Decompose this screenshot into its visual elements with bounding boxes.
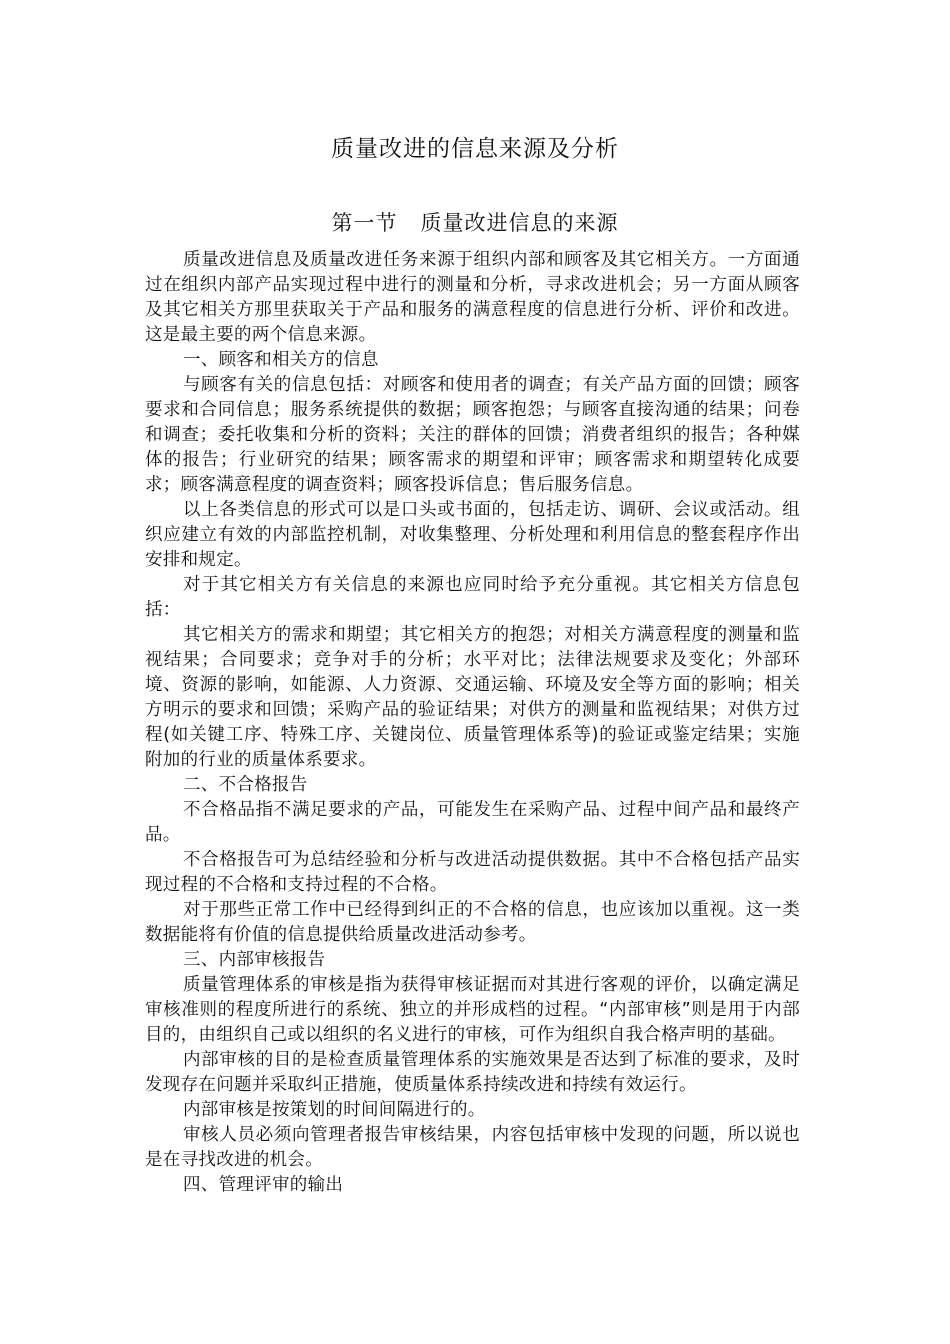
heading-management-review: 四、管理评审的输出 (183, 1175, 344, 1195)
paragraph-customer-info: 与顾客有关的信息包括：对顾客和使用者的调查；有关产品方面的回馈；顾客要求和合同信息；服务系统提供的数据；顾客抱怨；与顾客直接沟通的结果；问卷和调查；委托收集和分析的资料；关注的群体的回馈；消费者组织的报告；各种媒体的报告；行业研究的结果；顾客需求的期望和评审；顾客需求和期望转化成要求；顾客满意程度的调查资料；顾客投诉信息；售后服务信息。 (145, 375, 800, 495)
heading-customer-info: 一、顾客和相关方的信息 (183, 350, 379, 370)
document-body (145, 248, 800, 1198)
paragraph-other-parties-list: 其它相关方的需求和期望；其它相关方的抱怨；对相关方满意程度的测量和监视结果；合同要求；竞争对手的分析；水平对比；法律法规要求及变化；外部环境、资源的影响，如能源、人力资源、交通运输、环境及安全等方面的影响；相关方明示的要求和回馈；采购产品的验证结果；对供方的测量和监视结果；对供方过程(如关键工序、特殊工序、关键岗位、质量管理体系等)的验证或鉴定结果；实施附加的行业的质量体系要求。 (145, 625, 800, 770)
paragraph-audit-definition: 质量管理体系的审核是指为获得审核证据而对其进行客观的评价，以确定满足审核准则的程度所进行的系统、独立的并形成档的过程。“内部审核”则是用于内部目的，由组织自己或以组织的名义进行的审核，可作为组织自我合格声明的基础。 (145, 975, 800, 1045)
heading-internal-audit: 三、内部审核报告 (183, 950, 326, 970)
paragraph-audit-interval: 内部审核是按策划的时间间隔进行的。 (183, 1100, 486, 1120)
heading-nonconformity: 二、不合格报告 (183, 775, 308, 795)
paragraph-intro: 质量改进信息及质量改进任务来源于组织内部和顾客及其它相关方。一方面通过在组织内部产品实现过程中进行的测量和分析，寻求改进机会；另一方面从顾客及其它相关方那里获取关于产品和服务的满意程度的信息进行分析、评价和改进。这是最主要的两个信息来源。 (145, 250, 800, 345)
paragraph-corrected-nonconformity: 对于那些正常工作中已经得到纠正的不合格的信息，也应该加以重视。这一类数据能将有价值的信息提供给质量改进活动参考。 (145, 900, 800, 945)
paragraph-info-forms: 以上各类信息的形式可以是口头或书面的，包括走访、调研、会议或活动。组织应建立有效的内部监控机制，对收集整理、分析处理和利用信息的整套程序作出安排和规定。 (145, 500, 800, 570)
document-title: 质量改进的信息来源及分析 (331, 136, 619, 162)
paragraph-audit-reporting: 审核人员必须向管理者报告审核结果，内容包括审核中发现的问题，所以说也是在寻找改进的机会。 (145, 1125, 800, 1170)
paragraph-nonconforming-product: 不合格品指不满足要求的产品，可能发生在采购产品、过程中间产品和最终产品。 (145, 800, 800, 845)
paragraph-nonconformity-report: 不合格报告可为总结经验和分析与改进活动提供数据。其中不合格包括产品实现过程的不合格和支持过程的不合格。 (145, 850, 800, 895)
section-title: 第一节 质量改进信息的来源 (331, 211, 619, 235)
paragraph-audit-purpose: 内部审核的目的是检查质量管理体系的实施效果是否达到了标准的要求，及时发现存在问题并采取纠正措施，使质量体系持续改进和持续有效运行。 (145, 1050, 800, 1095)
paragraph-other-parties: 对于其它相关方有关信息的来源也应同时给予充分重视。其它相关方信息包括： (145, 575, 800, 620)
